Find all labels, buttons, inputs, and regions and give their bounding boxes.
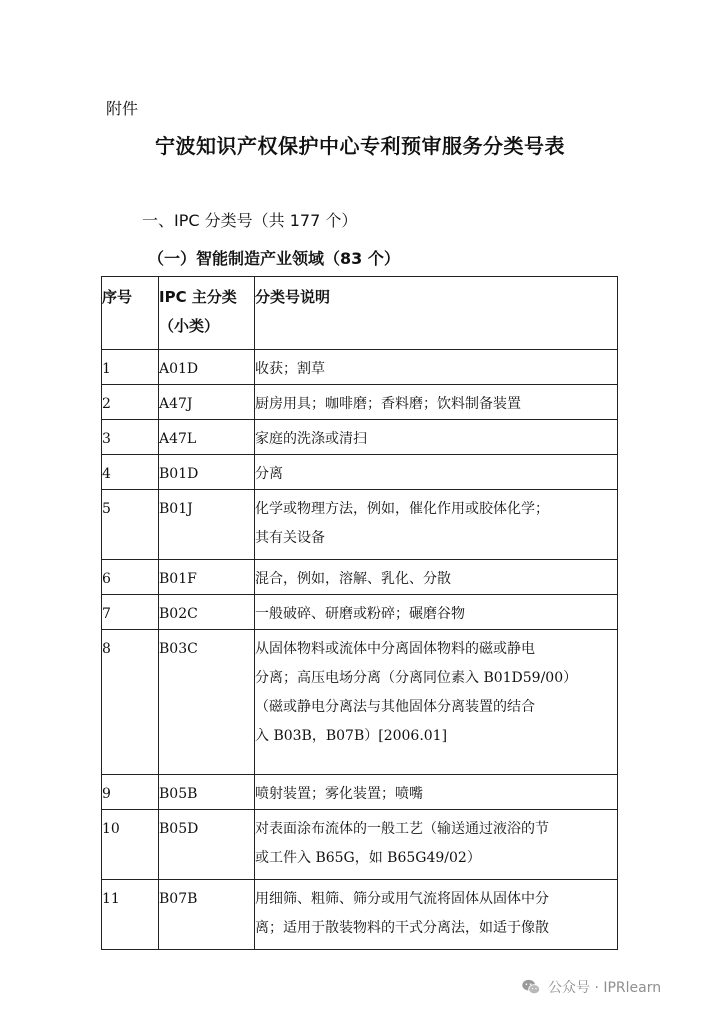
attachment-label: 附件: [106, 99, 139, 118]
cell-serial-number: 4: [102, 455, 159, 490]
page-title: 宁波知识产权保护中心专利预审服务分类号表: [155, 134, 565, 158]
description-line: 用细筛、粗筛、筛分或用气流将固体从固体中分: [255, 891, 549, 907]
table-row: [102, 810, 618, 880]
table-row: [102, 420, 618, 455]
cell-description: [255, 560, 618, 595]
description-line: 从固体物料或流体中分离固体物料的磁或静电: [255, 641, 535, 657]
description-line: 收获；割草: [255, 361, 325, 377]
header-ipc-line1: IPC 主分类: [159, 288, 237, 306]
cell-ipc-code: B01J: [159, 490, 255, 560]
table-body: [102, 350, 618, 950]
table-row: [102, 455, 618, 490]
cell-description: [255, 880, 618, 950]
cell-ipc-code: B05D: [159, 810, 255, 880]
cell-serial-number: 8: [102, 630, 159, 775]
table-row: [102, 350, 618, 385]
cell-description: [255, 630, 618, 775]
header-ipc-line2: （小类）: [159, 317, 220, 335]
table-row: [102, 630, 618, 775]
description-line: 喷射装置；雾化装置；喷嘴: [255, 786, 423, 802]
cell-ipc-code: A01D: [159, 350, 255, 385]
cell-description: [255, 775, 618, 810]
description-line: 家庭的洗涤或清扫: [255, 431, 367, 447]
cell-serial-number: 1: [102, 350, 159, 385]
description-line: 入 B03B，B07B）[2006.01]: [255, 728, 448, 744]
description-line: 厨房用具；咖啡磨；香料磨；饮料制备装置: [255, 396, 521, 412]
cell-description: [255, 810, 618, 880]
cell-ipc-code: B01D: [159, 455, 255, 490]
table-row: [102, 560, 618, 595]
table-row: [102, 385, 618, 420]
cell-ipc-code: B05B: [159, 775, 255, 810]
description-line: 其有关设备: [255, 530, 325, 546]
ipc-classification-table: [101, 276, 618, 950]
cell-serial-number: 11: [102, 880, 159, 950]
description-line: 离；适用于散装物料的干式分离法，如适于像散: [255, 920, 549, 936]
cell-serial-number: 2: [102, 385, 159, 420]
table-row: [102, 880, 618, 950]
table-row: [102, 490, 618, 560]
cell-serial-number: 6: [102, 560, 159, 595]
subsection-heading-smart-manufacturing: （一）智能制造产业领域（83 个）: [148, 249, 400, 268]
watermark-text: 公众号 · IPRlearn: [548, 980, 662, 996]
description-line: （磁或静电分离法与其他固体分离装置的结合: [255, 699, 535, 715]
cell-serial-number: 5: [102, 490, 159, 560]
cell-description: [255, 350, 618, 385]
description-line: 或工件入 B65G，如 B65G49/02）: [255, 850, 481, 866]
description-line: 化学或物理方法，例如，催化作用或胶体化学；: [255, 501, 549, 517]
cell-serial-number: 10: [102, 810, 159, 880]
description-line: 对表面涂布流体的一般工艺（输送通过液浴的节: [255, 821, 549, 837]
section-heading-ipc: 一、IPC 分类号（共 177 个）: [142, 211, 358, 230]
description-line: 混合，例如，溶解、乳化、分散: [255, 571, 451, 587]
header-description: 分类号说明: [255, 277, 618, 350]
cell-description: [255, 595, 618, 630]
cell-ipc-code: B03C: [159, 630, 255, 775]
cell-serial-number: 7: [102, 595, 159, 630]
cell-description: [255, 385, 618, 420]
header-serial-number: 序号: [102, 277, 159, 350]
table-header-row: [102, 277, 618, 350]
cell-ipc-code: A47L: [159, 420, 255, 455]
wechat-icon: [520, 976, 542, 998]
cell-ipc-code: B02C: [159, 595, 255, 630]
cell-ipc-code: A47J: [159, 385, 255, 420]
cell-ipc-code: B07B: [159, 880, 255, 950]
cell-description: [255, 420, 618, 455]
description-line: 分离；高压电场分离（分离同位素入 B01D59/00）: [255, 670, 578, 686]
description-line: 一般破碎、研磨或粉碎；碾磨谷物: [255, 606, 465, 622]
header-ipc-main-class: [159, 277, 255, 350]
cell-serial-number: 3: [102, 420, 159, 455]
cell-ipc-code: B01F: [159, 560, 255, 595]
cell-description: [255, 490, 618, 560]
table-row: [102, 595, 618, 630]
watermark: [520, 972, 661, 1002]
description-line: 分离: [255, 466, 283, 482]
table-row: [102, 775, 618, 810]
cell-serial-number: 9: [102, 775, 159, 810]
cell-description: [255, 455, 618, 490]
